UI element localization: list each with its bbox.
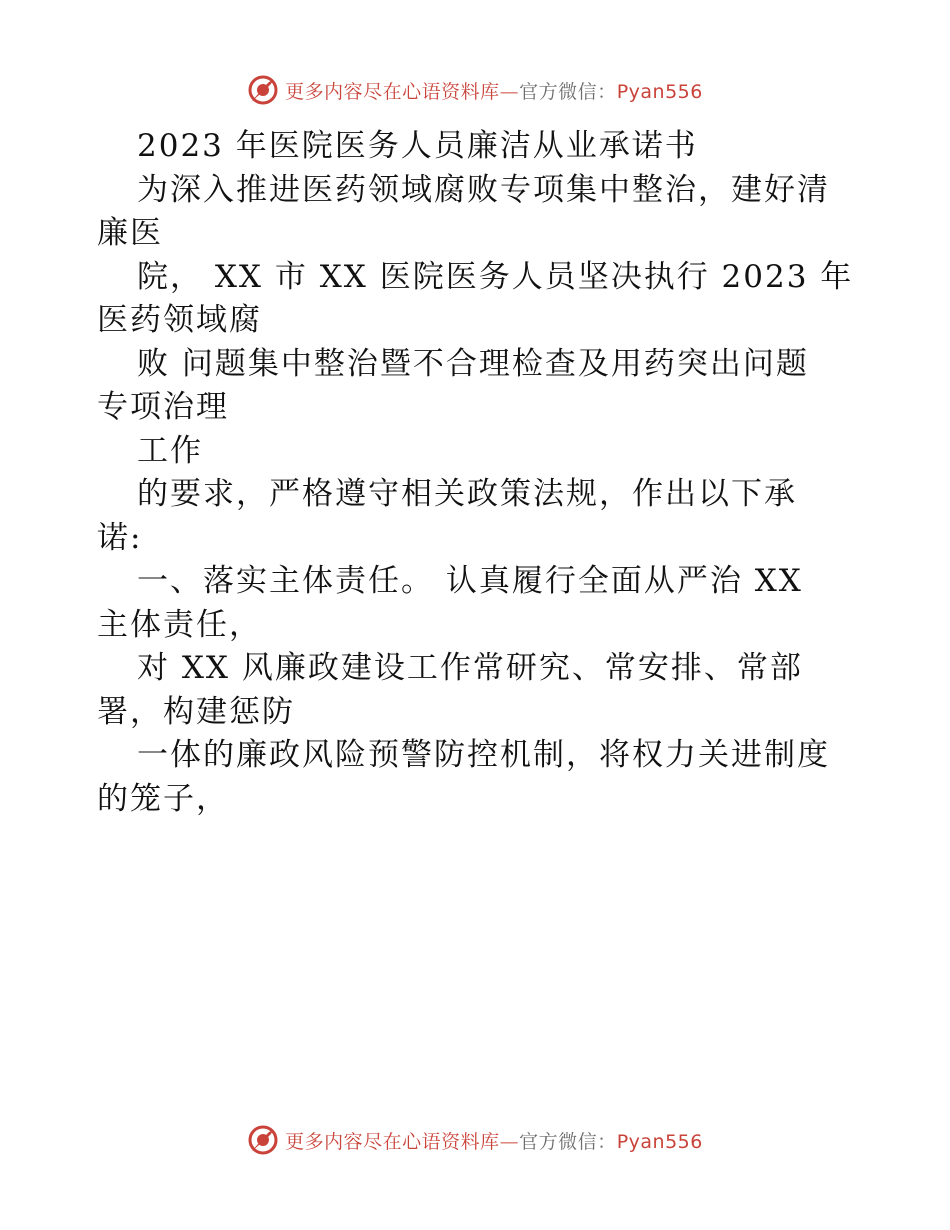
document-line: 诺: <box>97 519 143 556</box>
document-line: 的笼子， <box>97 780 229 817</box>
document-line: 医药领域腐 <box>97 302 262 338</box>
watermark-separator: — <box>499 1130 520 1153</box>
watermark-banner-bottom <box>0 1120 950 1160</box>
document-title: 2023 年医院医务人员廉洁从业承诺书 <box>137 128 698 164</box>
document-body <box>97 125 857 821</box>
document-line: 署，构建惩防 <box>97 693 295 730</box>
document-line: 一体的廉政风险预警防控机制，将权力关进制度 <box>137 737 830 773</box>
document-line: 专项治理 <box>97 389 229 425</box>
watermark-brand: 更多内容尽在心语资料库 <box>285 80 500 103</box>
document-line: 败 问题集中整治暨不合理检查及用药突出问题 <box>137 345 809 382</box>
watermark-wechat-id: Pyan556 <box>616 1130 703 1153</box>
document-line: 院， XX 市 XX 医院医务人员坚决执行 2023 年 <box>137 258 854 295</box>
watermark-text <box>285 77 703 104</box>
document-line: 为深入推进医药领域腐败专项集中整治，建好清 <box>137 171 830 208</box>
red-quill-seal-icon <box>247 1124 279 1156</box>
red-quill-seal-icon <box>247 74 279 106</box>
watermark-banner-top <box>0 70 950 110</box>
watermark-text <box>285 1127 703 1154</box>
watermark-wechat-label: 官方微信： <box>519 1130 617 1153</box>
document-line: 对 XX 风廉政建设工作常研究、常安排、常部 <box>137 650 803 686</box>
document-line: 的要求，严格遵守相关政策法规，作出以下承 <box>137 476 797 512</box>
document-line: 工作 <box>137 432 203 469</box>
watermark-wechat-id: Pyan556 <box>616 80 703 103</box>
document-line: 一、落实主体责任。 认真履行全面从严治 XX <box>137 563 803 599</box>
watermark-brand: 更多内容尽在心语资料库 <box>285 1130 500 1153</box>
watermark-wechat-label: 官方微信： <box>519 80 617 103</box>
watermark-separator: — <box>499 80 520 103</box>
document-line: 廉医 <box>97 215 163 251</box>
document-line: 主体责任， <box>97 606 262 643</box>
